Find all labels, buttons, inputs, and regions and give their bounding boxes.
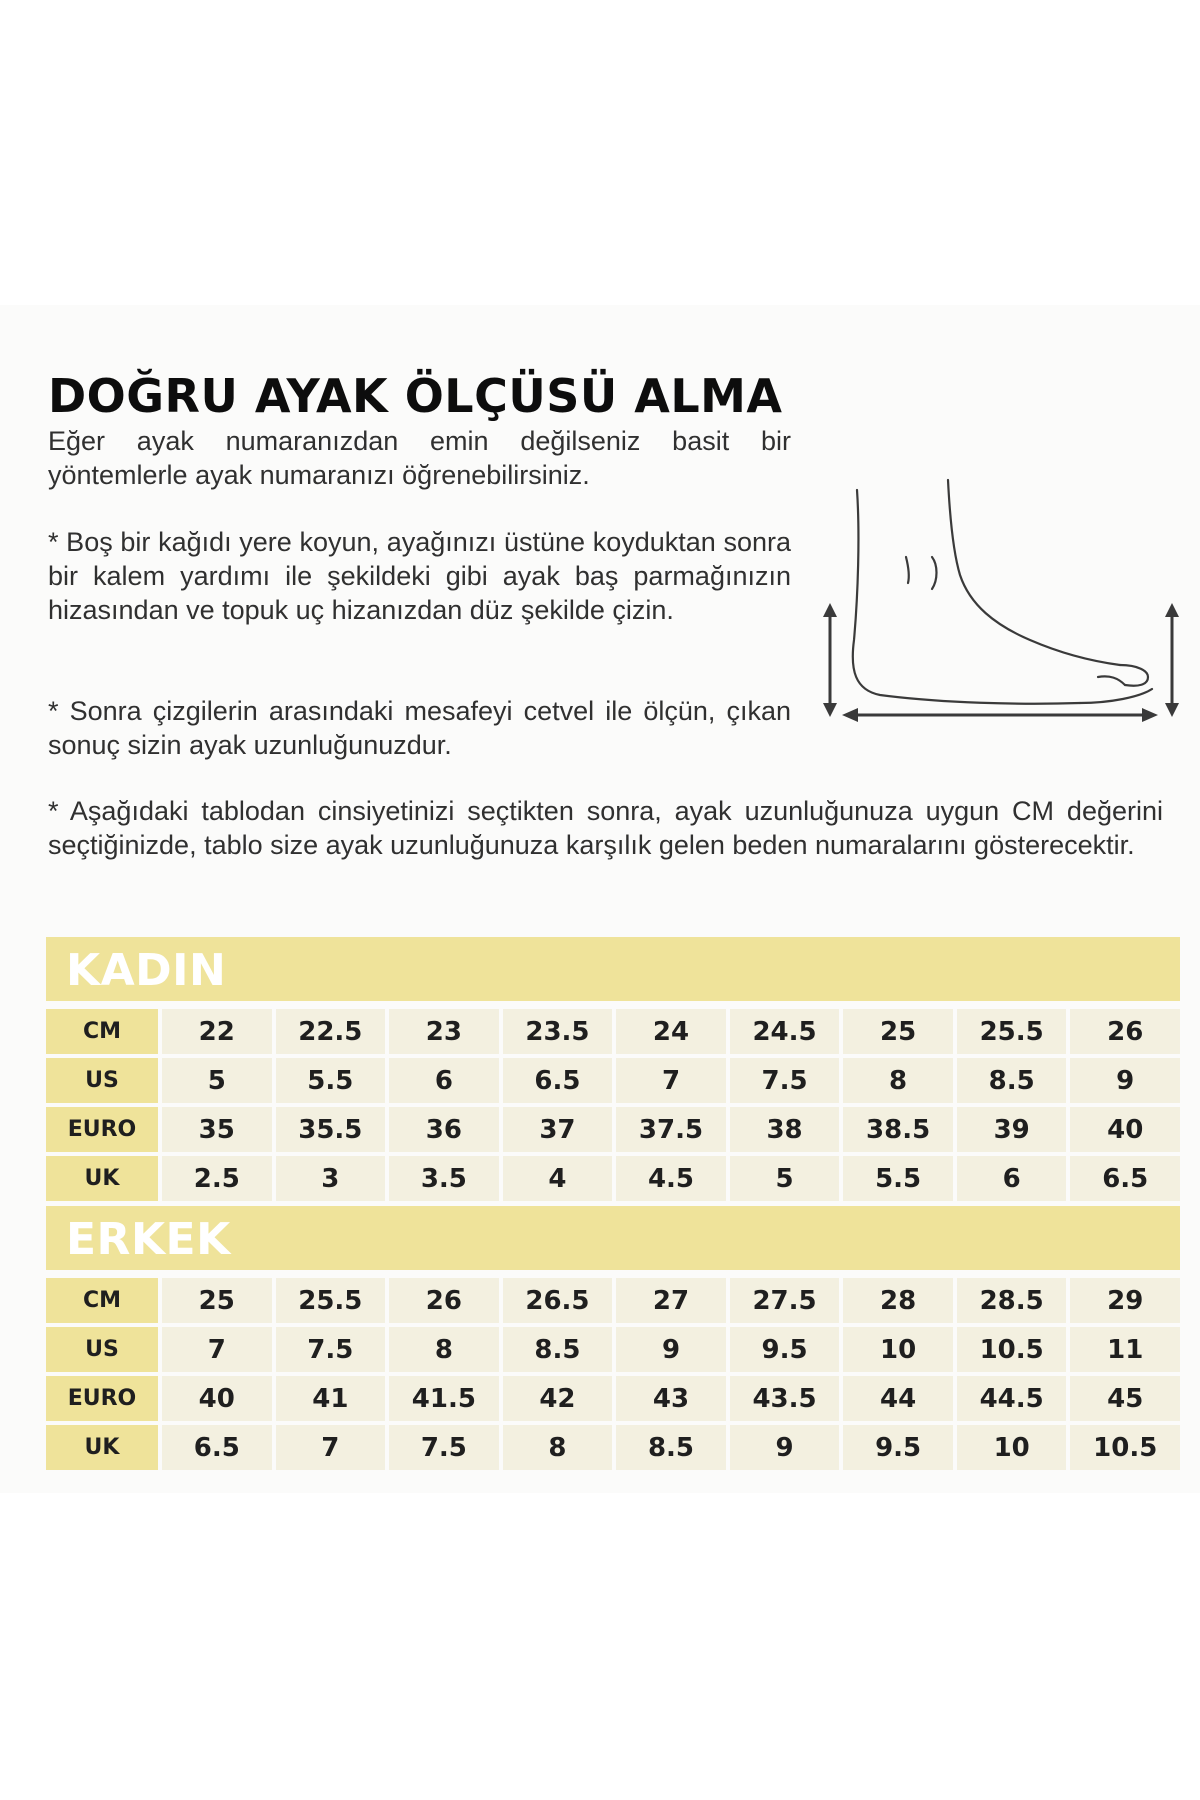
size-cell: 29 — [1070, 1278, 1180, 1323]
intro-paragraph: Eğer ayak numaranızdan emin değilseniz basit bir yöntemlerle ayak numaranızı öğrenebilirsiniz. — [48, 426, 791, 490]
size-cell: 7.5 — [730, 1058, 840, 1103]
size-cell: 26.5 — [503, 1278, 613, 1323]
size-cell: 9.5 — [843, 1425, 953, 1470]
size-cell: 9 — [1070, 1058, 1180, 1103]
size-cell: 24.5 — [730, 1009, 840, 1054]
size-cell: 38 — [730, 1107, 840, 1152]
size-cell: 23.5 — [503, 1009, 613, 1054]
size-cell: 26 — [1070, 1009, 1180, 1054]
women-label: KADIN — [66, 945, 227, 996]
size-cell: 7 — [162, 1327, 272, 1372]
size-cell: 45 — [1070, 1376, 1180, 1421]
size-cell: 9.5 — [730, 1327, 840, 1372]
size-cell: 9 — [730, 1425, 840, 1470]
size-cell: 2.5 — [162, 1156, 272, 1201]
size-cell: 40 — [1070, 1107, 1180, 1152]
size-cell: 9 — [616, 1327, 726, 1372]
size-cell: 25 — [162, 1278, 272, 1323]
row-label-cm: CM — [46, 1278, 158, 1323]
size-cell: 24 — [616, 1009, 726, 1054]
size-cell: 5 — [162, 1058, 272, 1103]
row-label-us: US — [46, 1058, 158, 1103]
size-cell: 41 — [276, 1376, 386, 1421]
row-label-euro: EURO — [46, 1107, 158, 1152]
women-size-table — [46, 937, 1180, 1201]
size-cell: 22 — [162, 1009, 272, 1054]
page-title: DOĞRU AYAK ÖLÇÜSÜ ALMA — [48, 369, 783, 423]
size-cell: 7 — [616, 1058, 726, 1103]
size-cell: 39 — [957, 1107, 1067, 1152]
size-cell: 8.5 — [503, 1327, 613, 1372]
foot-measure-icon — [820, 465, 1180, 730]
size-cell: 23 — [389, 1009, 499, 1054]
row-label-euro: EURO — [46, 1376, 158, 1421]
size-cell: 35 — [162, 1107, 272, 1152]
size-cell: 6 — [389, 1058, 499, 1103]
size-cell: 25 — [843, 1009, 953, 1054]
size-cell: 8 — [843, 1058, 953, 1103]
row-label-uk: UK — [46, 1156, 158, 1201]
size-cell: 27 — [616, 1278, 726, 1323]
men-band — [46, 1206, 1180, 1270]
men-size-table — [46, 1206, 1180, 1470]
size-cell: 43.5 — [730, 1376, 840, 1421]
step-3-paragraph: * Aşağıdaki tablodan cinsiyetinizi seçtikten sonra, ayak uzunluğunuza uygun CM değerini seçtiğinizde, tablo size ayak uzunluğunuza karşılık gelen beden numaralarını gösterecektir. — [48, 796, 1163, 860]
size-cell: 6.5 — [162, 1425, 272, 1470]
size-cell: 22.5 — [276, 1009, 386, 1054]
women-grid — [46, 1009, 1180, 1201]
size-cell: 42 — [503, 1376, 613, 1421]
size-cell: 10 — [843, 1327, 953, 1372]
size-cell: 27.5 — [730, 1278, 840, 1323]
size-cell: 8 — [389, 1327, 499, 1372]
size-cell: 8.5 — [957, 1058, 1067, 1103]
size-cell: 28 — [843, 1278, 953, 1323]
size-cell: 35.5 — [276, 1107, 386, 1152]
step-1-paragraph: * Boş bir kağıdı yere koyun, ayağınızı üstüne koyduktan sonra bir kalem yardımı ile şekildeki gibi ayak baş parmağınızın hizasından ve topuk uç hizanızdan düz şekilde çizin. — [48, 527, 791, 625]
size-cell: 10.5 — [1070, 1425, 1180, 1470]
size-cell: 44 — [843, 1376, 953, 1421]
size-cell: 7 — [276, 1425, 386, 1470]
size-cell: 44.5 — [957, 1376, 1067, 1421]
size-cell: 3.5 — [389, 1156, 499, 1201]
size-cell: 6 — [957, 1156, 1067, 1201]
size-cell: 28.5 — [957, 1278, 1067, 1323]
size-cell: 10.5 — [957, 1327, 1067, 1372]
size-cell: 6.5 — [503, 1058, 613, 1103]
size-cell: 36 — [389, 1107, 499, 1152]
size-cell: 8.5 — [616, 1425, 726, 1470]
size-cell: 7.5 — [389, 1425, 499, 1470]
size-cell: 5 — [730, 1156, 840, 1201]
row-label-cm: CM — [46, 1009, 158, 1054]
women-band — [46, 937, 1180, 1001]
size-cell: 25.5 — [276, 1278, 386, 1323]
size-cell: 4 — [503, 1156, 613, 1201]
step-2-paragraph: * Sonra çizgilerin arasındaki mesafeyi cetvel ile ölçün, çıkan sonuç sizin ayak uzunluğunuzdur. — [48, 696, 791, 760]
size-cell: 41.5 — [389, 1376, 499, 1421]
size-cell: 37 — [503, 1107, 613, 1152]
size-cell: 43 — [616, 1376, 726, 1421]
size-cell: 5.5 — [276, 1058, 386, 1103]
size-cell: 5.5 — [843, 1156, 953, 1201]
size-cell: 10 — [957, 1425, 1067, 1470]
row-label-us: US — [46, 1327, 158, 1372]
size-cell: 8 — [503, 1425, 613, 1470]
size-cell: 3 — [276, 1156, 386, 1201]
size-cell: 26 — [389, 1278, 499, 1323]
men-label: ERKEK — [66, 1214, 231, 1265]
size-cell: 6.5 — [1070, 1156, 1180, 1201]
size-cell: 37.5 — [616, 1107, 726, 1152]
size-cell: 11 — [1070, 1327, 1180, 1372]
size-cell: 25.5 — [957, 1009, 1067, 1054]
row-label-uk: UK — [46, 1425, 158, 1470]
size-cell: 4.5 — [616, 1156, 726, 1201]
size-cell: 40 — [162, 1376, 272, 1421]
size-cell: 7.5 — [276, 1327, 386, 1372]
men-grid — [46, 1278, 1180, 1470]
size-cell: 38.5 — [843, 1107, 953, 1152]
